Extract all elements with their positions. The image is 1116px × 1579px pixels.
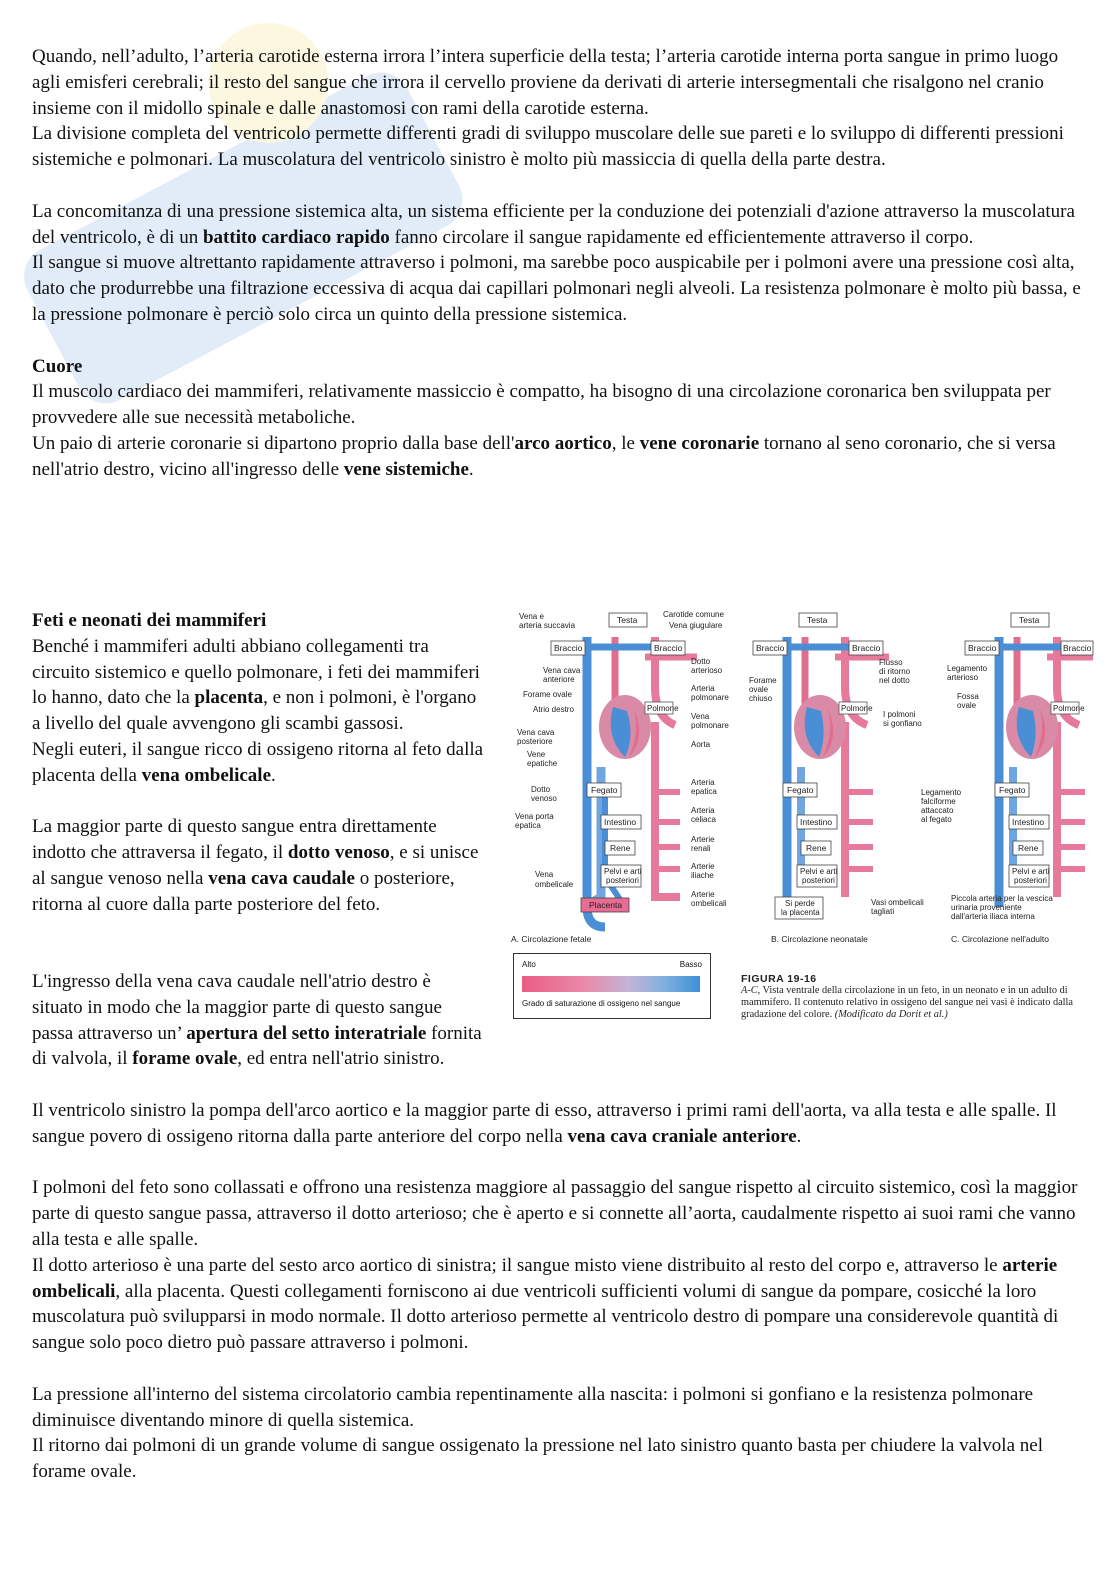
paragraph: Il sangue si muove altrettanto rapidamente attraverso i polmoni, ma sarebbe poco auspicabile per i polmoni avere una pressione così alta, dato che produrrebbe una filtrazione eccessiva di acqua dai capillari polmonari negli alveoli. La resistenza polmonare è molto più bassa, e la pressione polmonare è perciò solo circa un quinto della pressione sistemica.	[32, 252, 1081, 325]
label: anteriore	[543, 675, 575, 684]
box-polmone: Polmone	[1053, 704, 1085, 713]
label: epatica	[515, 821, 541, 830]
box-polmone: Polmone	[647, 704, 679, 713]
paragraph: Negli euteri, il sangue ricco di ossigeno ritorna al feto dalla placenta della vena ombelicale.	[32, 738, 484, 786]
panel-caption: A. Circolazione fetale	[511, 934, 592, 944]
label: Forame ovale	[523, 690, 572, 699]
panel-caption: B. Circolazione neonatale	[771, 934, 868, 944]
box-fegato: Fegato	[591, 785, 618, 795]
box-pelvi: Pelvi e arti	[604, 867, 642, 876]
paragraph: Quando, nell’adulto, l’arteria carotide esterna irrora l’intera superficie della testa; l’arteria carotide interna porta sangue in primo luogo agli emisferi cerebrali; il resto del sangue che irrora il cervello proviene da derivati di arterie intersegmentali che risalgono nel cranio insieme con il midollo spinale e dalle anastomosi con rami della carotide esterna.	[32, 46, 1059, 119]
paragraph: L'ingresso della vena cava caudale nell'atrio destro è situato in modo che la maggior parte di questo sangue passa attraverso un’ apertura del setto interatriale fornita di valvola, il forame ovale, ed entra nell'atrio sinistro.	[32, 971, 482, 1070]
label: Arteria	[691, 806, 715, 815]
label: urinaria proveniente	[951, 903, 1022, 912]
label: ombelicale	[535, 880, 574, 889]
label: di ritorno	[879, 667, 911, 676]
label: epatiche	[527, 759, 558, 768]
label: ovale	[957, 701, 977, 710]
box-pelvi: posteriori	[606, 876, 639, 885]
label: iliache	[691, 871, 714, 880]
label: Arterie	[691, 862, 715, 871]
label: Vasi ombelicali	[871, 898, 924, 907]
label: Vena	[535, 870, 554, 879]
text-block-top	[32, 44, 1084, 483]
label: Vena cava	[543, 666, 581, 675]
box-pelvi: posteriori	[1014, 876, 1047, 885]
box-pelvi: Pelvi e arti	[1012, 867, 1050, 876]
label: venoso	[531, 794, 557, 803]
box-intestino: Intestino	[1012, 817, 1045, 827]
box-testa: Testa	[617, 615, 638, 625]
text-block-bottom	[32, 1098, 1084, 1485]
figure-description: A-C, Vista ventrale della circolazione in un feto, in un neonato e in un adulto di mammifero. Il contenuto relativo in ossigeno del sangue nei vasi è indicato dalla gradazione del colore. (Modificato da Dorit et al.)	[741, 985, 1073, 1020]
section-heading: Cuore	[32, 355, 83, 377]
paragraph: La concomitanza di una pressione sistemica alta, un sistema efficiente per la conduzione dei potenziali d'azione attraverso la muscolatura del ventricolo, è di un battito cardiaco rapido fanno circolare il sangue rapidamente ed efficientemente attraverso il corpo.	[32, 200, 1075, 248]
paragraph: Il ventricolo sinistro la pompa dell'arco aortico e la maggior parte di esso, attraverso i primi rami dell'aorta, va alla testa e alle spalle. Il sangue povero di ossigeno ritorna dalla parte anteriore del corpo nella vena cava craniale anteriore.	[32, 1100, 1057, 1147]
label: celiaca	[691, 815, 716, 824]
paragraph: La pressione all'interno del sistema circolatorio cambia repentinamente alla nascita: i polmoni si gonfiano e la resistenza polmonare diminuisce diventando minore di quella sistemica.	[32, 1383, 1034, 1431]
box-pelvi: Pelvi e arti	[800, 867, 838, 876]
label: arterioso	[947, 673, 979, 682]
label: Arterie	[691, 835, 715, 844]
label: Vena porta	[515, 812, 554, 821]
label: al fegato	[921, 815, 952, 824]
box-braccio: Braccio	[1063, 643, 1092, 653]
label: Dotto	[691, 657, 711, 666]
label: Flusso	[879, 658, 903, 667]
label: arteria succavia	[519, 621, 576, 630]
label: Vene	[527, 750, 546, 759]
paragraph: I polmoni del feto sono collassati e offrono una resistenza maggiore al passaggio del sangue rispetto al circuito sistemico, così la maggior parte di questo sangue passa, attraverso il dotto arterioso; che è aperto e si connette all’aorta, caudalmente rispetto ai suoi rami che vanno alla testa e alle spalle.	[32, 1177, 1078, 1250]
paragraph: Il muscolo cardiaco dei mammiferi, relativamente massiccio è compatto, ha bisogno di una circolazione coronarica ben sviluppata per provvedere alle sue necessità metaboliche.	[32, 381, 1051, 429]
label: Carotide comune	[663, 610, 724, 619]
label: Atrio destro	[533, 705, 574, 714]
box-braccio: Braccio	[554, 643, 583, 653]
label: I polmoni	[883, 710, 916, 719]
label: attaccato	[921, 806, 954, 815]
label: Vena giugulare	[669, 621, 723, 630]
label: polmonare	[691, 693, 729, 702]
label: ombelicali	[691, 899, 727, 908]
box-testa: Testa	[807, 615, 828, 625]
figure-caption	[741, 973, 1093, 1021]
paragraph: La divisione completa del ventricolo permette differenti gradi di sviluppo muscolare delle sue pareti e lo sviluppo di differenti pressioni sistemiche e polmonari. La muscolatura del ventricolo sinistro è molto più massiccia di quella della parte destra.	[32, 123, 1064, 171]
label: Legamento	[921, 788, 962, 797]
label: arterioso	[691, 666, 723, 675]
label: dall'arteria iliaca interna	[951, 912, 1035, 921]
label: polmonare	[691, 721, 729, 730]
label: Piccola arteria per la vescica	[951, 894, 1053, 903]
box-braccio: Braccio	[852, 643, 881, 653]
label: Arteria	[691, 778, 715, 787]
box-placenta: Placenta	[589, 900, 623, 910]
box-fegato: Fegato	[787, 785, 814, 795]
label: Legamento	[947, 664, 988, 673]
box-braccio: Braccio	[756, 643, 785, 653]
box-polmone: Polmone	[841, 704, 873, 713]
legend-low-label: Basso	[679, 960, 702, 969]
paragraph: Un paio di arterie coronarie si dipartono proprio dalla base dell'arco aortico, le vene coronarie tornano al seno coronario, che si versa nell'atrio destro, vicino all'ingresso delle vene sistemiche.	[32, 432, 1056, 480]
label: nel dotto	[879, 676, 910, 685]
label: Aorta	[691, 740, 711, 749]
section-heading: Feti e neonati dei mammiferi	[32, 610, 267, 631]
label: Vena e	[519, 612, 544, 621]
paragraph: Il dotto arterioso è una parte del sesto arco aortico di sinistra; il sangue misto viene distribuito al resto del corpo e, attraverso le arterie ombelicali, alla placenta. Questi collegamenti forniscono ai due ventricoli sufficienti volumi di sangue da pompare, cosicché la loro muscolatura può svilupparsi in modo normale. Il dotto arterioso permette al ventricolo destro di pompare una considerevole quantità di sangue solo poco dietro può passare attraverso i polmoni.	[32, 1254, 1059, 1354]
panel-adult	[921, 613, 1093, 944]
label: si gonfiano	[883, 719, 922, 728]
label: Arteria	[691, 684, 715, 693]
panel-caption: C. Circolazione nell'adulto	[951, 934, 1050, 944]
box-braccio: Braccio	[968, 643, 997, 653]
label: ovale	[749, 685, 769, 694]
label: posteriore	[517, 737, 553, 746]
text-block-feti	[32, 608, 484, 918]
label: Arterie	[691, 890, 715, 899]
label: chiuso	[749, 694, 773, 703]
paragraph: Il ritorno dai polmoni di un grande volume di sangue ossigenato la pressione nel lato sinistro quanto basta per chiudere la valvola nel forame ovale.	[32, 1435, 1043, 1483]
figure-title: FIGURA 19-16	[741, 973, 817, 985]
label: renali	[691, 844, 711, 853]
label: Vena cava	[517, 728, 555, 737]
oxygen-legend	[513, 953, 711, 1019]
box-pelvi: posteriori	[802, 876, 835, 885]
label: falciforme	[921, 797, 956, 806]
label: tagliati	[871, 907, 895, 916]
box-rene: Rene	[1018, 843, 1039, 853]
label: Vena	[691, 712, 710, 721]
paragraph: La maggior parte di questo sangue entra direttamente indotto che attraversa il fegato, il dotto venoso, e si unisce al sangue venoso nella vena cava caudale o posteriore, ritorna al cuore dalla parte posteriore del feto.	[32, 816, 479, 915]
label: Forame	[749, 676, 777, 685]
circulation-figure	[505, 607, 1095, 1037]
legend-caption: Grado di saturazione di ossigeno nel sangue	[522, 999, 681, 1008]
legend-gradient-bar	[522, 976, 700, 992]
box-fegato: Fegato	[999, 785, 1026, 795]
paragraph: Benché i mammiferi adulti abbiano collegamenti tra circuito sistemico e quello polmonare, i feti dei mammiferi lo hanno, dato che la placenta, e non i polmoni, è l'organo a livello del quale avvengono gli scambi gassosi.	[32, 635, 480, 735]
box-intestino: Intestino	[800, 817, 833, 827]
label: epatica	[691, 787, 717, 796]
panel-fetal	[511, 610, 729, 944]
label: Si perde	[785, 899, 815, 908]
box-rene: Rene	[610, 843, 631, 853]
label: Dotto	[531, 785, 551, 794]
legend-high-label: Alto	[522, 960, 536, 969]
box-rene: Rene	[806, 843, 827, 853]
box-intestino: Intestino	[604, 817, 637, 827]
box-braccio: Braccio	[654, 643, 683, 653]
label: Fossa	[957, 692, 979, 701]
panel-neonatal	[749, 613, 924, 944]
box-testa: Testa	[1019, 615, 1040, 625]
label: la placenta	[781, 908, 820, 917]
